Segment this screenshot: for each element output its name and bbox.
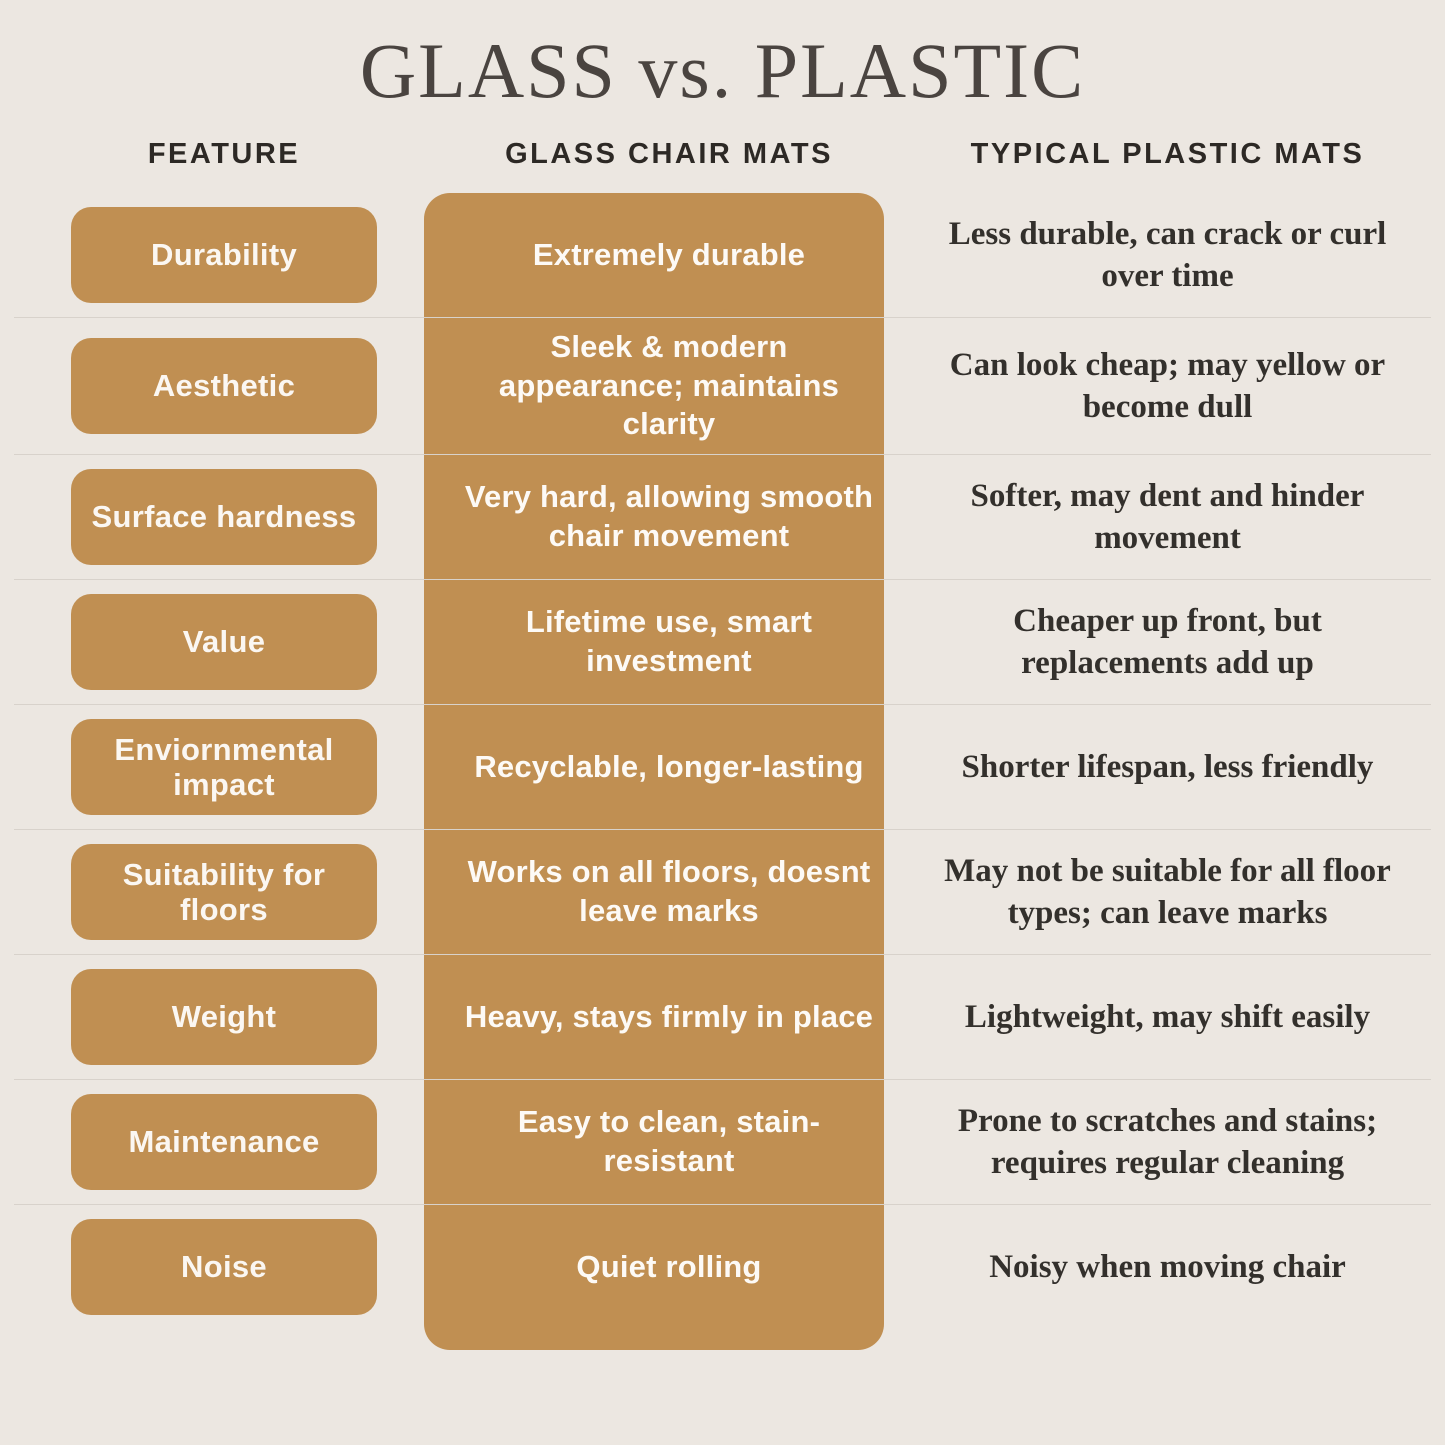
plastic-value: Noisy when moving chair [989,1249,1346,1286]
glass-cell [434,705,904,829]
plastic-value: Cheaper up front, but replacements add up [1013,602,1322,682]
table-row [14,455,1431,580]
table-rows [14,193,1431,1329]
plastic-value: Shorter lifespan, less friendly [961,749,1374,786]
plastic-cell [904,1080,1431,1204]
plastic-cell [904,1205,1431,1329]
column-headers [0,138,1445,171]
feature-pill: Suitability for floors [71,844,377,940]
feature-pill: Aesthetic [71,338,377,434]
glass-value: Works on all floors, doesnt leave marks [467,854,871,929]
feature-cell [14,1080,434,1204]
glass-cell [434,455,904,579]
glass-cell [434,193,904,317]
glass-value: Extremely durable [532,236,806,272]
glass-value: Easy to clean, stain-resistant [517,1104,821,1179]
table-row [14,193,1431,318]
feature-pill: Durability [71,207,377,303]
feature-cell [14,955,434,1079]
plastic-cell [904,830,1431,954]
plastic-cell [904,580,1431,704]
feature-cell [14,705,434,829]
feature-pill: Surface hardness [71,469,377,565]
glass-value: Quiet rolling [576,1248,762,1284]
table-row [14,1080,1431,1205]
feature-cell [14,455,434,579]
feature-cell [14,318,434,454]
feature-cell [14,193,434,317]
plastic-value: May not be suitable for all floor types; can leave marks [944,852,1391,932]
glass-value: Recyclable, longer-lasting [474,748,864,784]
feature-pill: Weight [71,969,377,1065]
feature-pill: Noise [71,1219,377,1315]
table-row [14,955,1431,1080]
glass-value: Heavy, stays firmly in place [464,998,874,1034]
plastic-value: Softer, may dent and hinder movement [970,477,1365,557]
glass-value: Very hard, allowing smooth chair movement [464,479,874,554]
feature-cell [14,1205,434,1329]
plastic-value: Prone to scratches and stains; requires regular cleaning [957,1102,1378,1182]
table-row [14,830,1431,955]
glass-cell [434,318,904,454]
header-feature: FEATURE [147,137,301,170]
glass-value: Sleek & modern appearance; maintains clarity [498,328,840,442]
header-glass-chair-mats: GLASS CHAIR MATS [505,137,833,170]
feature-cell [14,830,434,954]
table-row [14,580,1431,705]
glass-cell [434,580,904,704]
plastic-value: Can look cheap; may yellow or become dull [949,346,1386,426]
glass-cell [434,830,904,954]
feature-pill: Value [71,594,377,690]
glass-cell [434,955,904,1079]
plastic-cell [904,705,1431,829]
table-row [14,705,1431,830]
feature-pill: Maintenance [71,1094,377,1190]
glass-cell [434,1080,904,1204]
header-typical-plastic-mats: TYPICAL PLASTIC MATS [970,137,1365,170]
table-row [14,318,1431,455]
feature-cell [14,580,434,704]
glass-cell [434,1205,904,1329]
page-title: GLASS vs. PLASTIC [359,27,1086,114]
plastic-cell [904,193,1431,317]
table-row [14,1205,1431,1329]
plastic-cell [904,955,1431,1079]
feature-pill: Enviornmental impact [71,719,377,815]
plastic-cell [904,455,1431,579]
plastic-value: Lightweight, may shift easily [964,999,1371,1036]
plastic-value: Less durable, can crack or curl over time [948,215,1387,294]
comparison-table [0,193,1445,1329]
glass-value: Lifetime use, smart investment [525,604,813,679]
plastic-cell [904,318,1431,454]
